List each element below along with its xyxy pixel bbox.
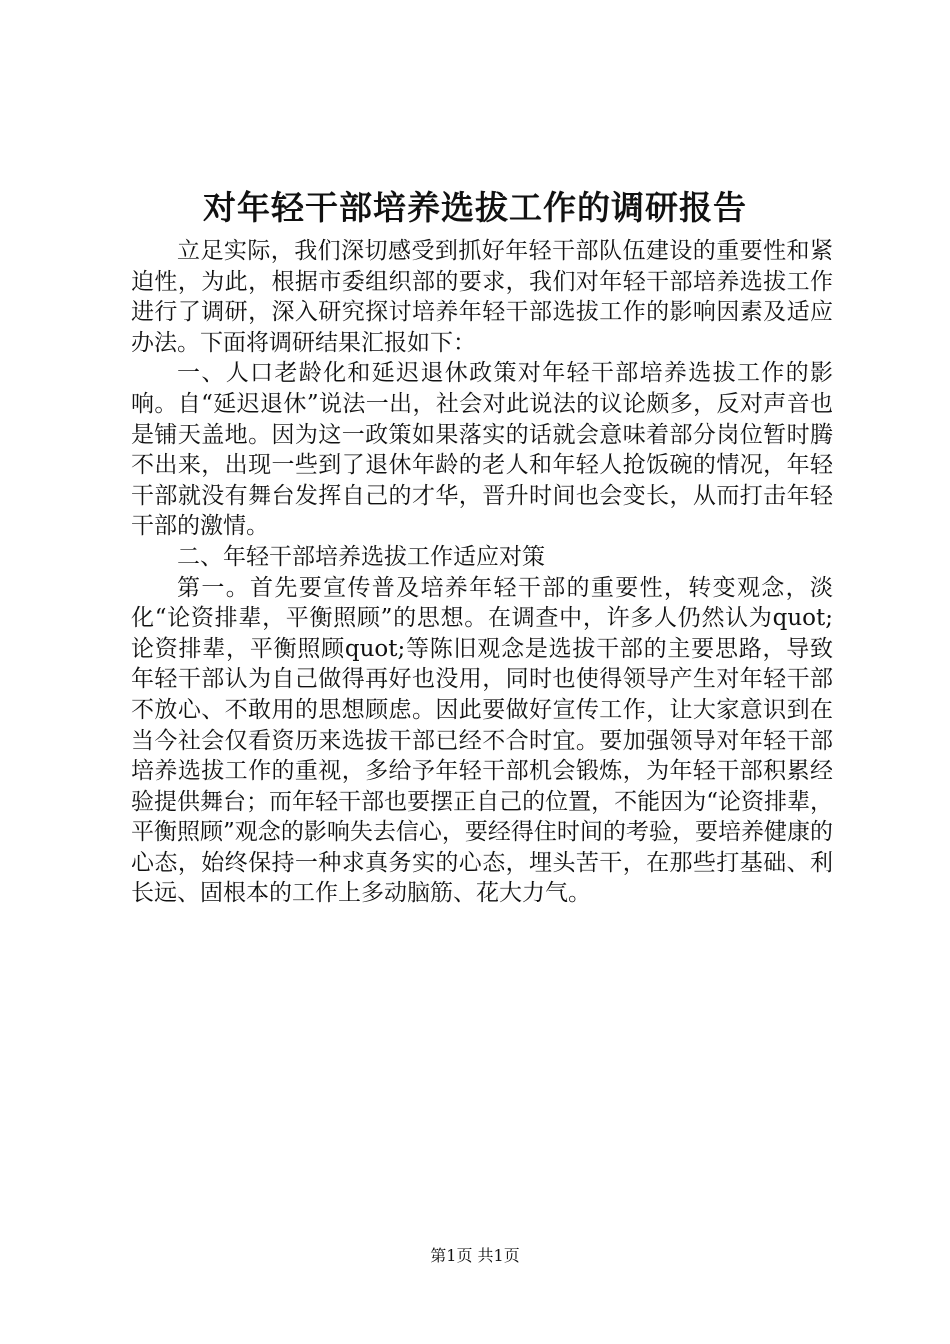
paragraph-intro: 立足实际，我们深切感受到抓好年轻干部队伍建设的重要性和紧迫性，为此，根据市委组织部的要求，我们对年轻干部培养选拔工作进行了调研，深入研究探讨培养年轻干部选拔工作的影响因素及适应办法。下面将调研结果汇报如下： <box>131 238 833 356</box>
paragraph-section-two-heading: 二、年轻干部培养选拔工作适应对策 <box>177 543 545 570</box>
paragraph-section-one: 一、人口老龄化和延迟退休政策对年轻干部培养选拔工作的影响。自“延迟退休”说法一出，社会对此说法的议论颇多，反对声音也是铺天盖地。因为这一政策如果落实的话就会意味着部分岗位暂时腾不出来，出现一些到了退休年龄的老人和年轻人抢饭碗的情况，年轻干部就没有舞台发挥自己的才华，晋升时间也会变长，从而打击年轻干部的激情。 <box>131 360 833 540</box>
document-title: 对年轻干部培养选拔工作的调研报告 <box>203 188 747 227</box>
document-body <box>131 236 833 909</box>
paragraph-first-measure: 第一。首先要宣传普及培养年轻干部的重要性，转变观念，淡化“论资排辈，平衡照顾”的思想。在调查中，许多人仍然认为quot;论资排辈，平衡照顾quot;等陈旧观念是选拔干部的主要思路，导致年轻干部认为自己做得再好也没用，同时也使得领导产生对年轻干部不放心、不敢用的思想顾虑。因此要做好宣传工作，让大家意识到在当今社会仅看资历来选拔干部已经不合时宜。要加强领导对年轻干部培养选拔工作的重视，多给予年轻干部机会锻炼，为年轻干部积累经验提供舞台；而年轻干部也要摆正自己的位置，不能因为“论资排辈，平衡照顾”观念的影响失去信心，要经得住时间的考验，要培养健康的心态，始终保持一种求真务实的心态，埋头苦干，在那些打基础、利长远、固根本的工作上多动脑筋、花大力气。 <box>131 574 833 907</box>
page-footer: 第1页 共1页 <box>430 1246 520 1265</box>
